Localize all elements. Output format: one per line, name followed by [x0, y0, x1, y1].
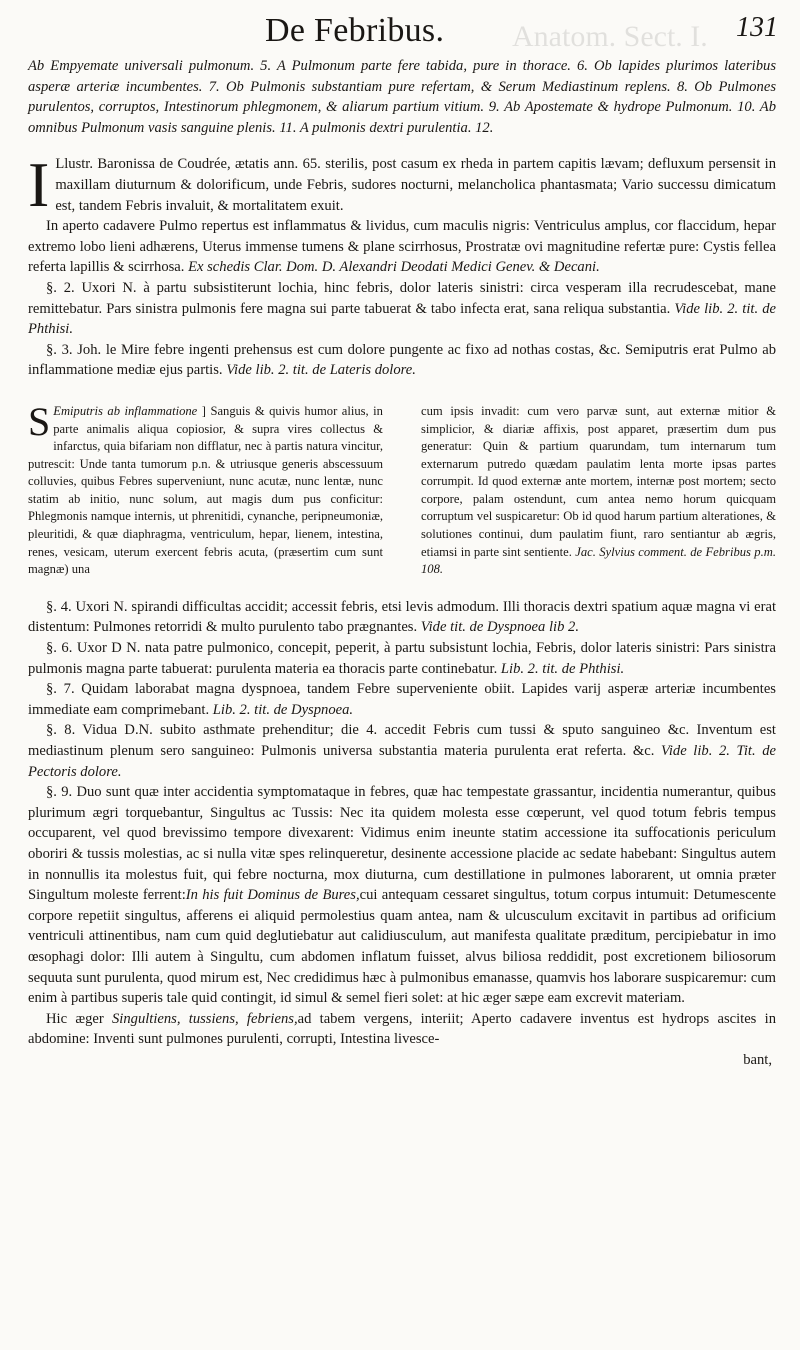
observation-1-text: Llustr. Baronissa de Coudrée, ætatis ann. 65. sterilis, post casum ex rheda in partem capitis lævam; defluxum persensit in maxillam diuturnum & dolorificum, unde Febris, sudores nocturni, melancholica phantasmata; Vario successu dimicatum est, tandem Febris invaluit, & mortalitatem exuit. — [55, 156, 776, 214]
section-9-text-cont: cui antequam cessaret singultus, totum corpus intumuit: Detumescente corpore repetiit singultus, afferens ei aliquid permolestius quam antea, nam & ulcusculum excitavit in partibus ad orificium ventriculi attinentibus, nam cum quid deglutiebatur aut calidiusculum, aut manifesta qualitate præditum, percipiebatur in imo œsophagi dolor: Illi autem à Singultu, cum abdomen inflatum fuisset, alvus biliosa reddidit, post excretionem biliosorum sequuta sunt purulenta, quod mirum est, Nec credidimus hæc à pulmonibus emanasse, quamvis hos laborare suspicaremur: cum enim à partibus superis tale quid contingit, id simul & semel fieri solet: at hic æger sæpe eam excrevit materiam. — [28, 887, 777, 1007]
section-2 — [28, 278, 776, 340]
observation-1-autopsy — [28, 216, 776, 278]
section-2-reference: Vide lib. 2. tit. de Phthisi. — [28, 300, 776, 338]
section-4 — [28, 597, 776, 638]
bleed-through-text: Anatom. Sect. I. — [512, 20, 708, 53]
text-body — [28, 56, 776, 1070]
closing-paragraph — [28, 1009, 776, 1050]
section-6-text: §. 6. Uxor D N. nata patre pulmonico, concepit, peperit, à partu subsistunt lochia, Febris, dolor lateris sinistri: Pars sinistra pulmonis magna parte tabuerat: purulenta materia ea thoracis parte continebatur. — [28, 640, 776, 677]
section-7 — [28, 679, 776, 720]
chapter-summary: Ab Empyemate universali pulmonum. 5. A Pulmonum parte fere tabida, pure in thorace. 6. Ob lapides plurimos lateribus asperæ arteriæ incumbentes. 7. Ob Pulmonis substantiam pure refertam, & Serum Mediastinum replens. 8. Ob Pulmones purulentos, corruptos, Intestinorum phlegmonem, & aliarum partium vitium. 9. Ab Apostemate & hydrope Pulmonum. 10. Ab omnibus Pulmonum vasis sanguine plenis. 11. A pulmonis dextri purulentia. 12. — [28, 58, 776, 136]
section-9 — [28, 782, 776, 1009]
section-9-text: §. 9. Duo sunt quæ inter accidentia symptomataque in febres, quæ hac tempestate grassantur, incidentia numerantur, quibus plurimum ægri torquebantur, Singultus ac Tussis: Nec ita quidem molesta esse cœperunt, vel quod totum febris tempus occuparent, vel quod brevissimo tempore divexarent: Vidimus enim ineunte statim accessione ita suffocationis periculum oboriri & tussis molestias, ac si nulla vitæ spes relinqueretur, desinente accessione placide ac sedate habebant: Singultus autem in nonnullis ita molestus fuit, qui febre nocturna, mox diuturna, cum destillatione in pulmones laborarent, ut omnia præter Singultum moleste ferrent: — [28, 784, 776, 904]
source-reference: Ex schedis Clar. Dom. D. Alexandri Deodati Medici Genev. & Decani. — [188, 259, 600, 276]
section-3-text: §. 3. Joh. le Mire febre ingenti prehensus est cum dolore pungente ac fixo ad nothas costas, &c. Semiputris erat Pulmo ab inflammatione mediæ ejus partis. — [28, 341, 776, 379]
section-8-reference: Vide lib. 2. Tit. de Pectoris dolore. — [28, 743, 776, 780]
drop-cap-initial: I — [28, 149, 50, 221]
section-4-reference: Vide tit. de Dyspnoea lib 2. — [420, 619, 579, 636]
section-6-reference: Lib. 2. tit. de Phthisi. — [500, 660, 625, 677]
commentary-right-column — [421, 403, 776, 579]
running-header — [0, 10, 800, 54]
section-9-emphasis: In his fuit Dominus de Bures, — [185, 887, 360, 904]
page-title: De Febribus. — [265, 12, 445, 49]
closing-text: ad tabem vergens, interiit; Aperto cadavere inventus est hydrops ascites in abdomine: Inventi sunt pulmones purulenti, corrupti, Intestina livesce- — [28, 1010, 776, 1048]
commentary-columns — [28, 398, 776, 579]
section-2-text: §. 2. Uxori N. à partu subsistiterunt lochia, hinc febris, dolor lateris sinistri: circa vesperam illa recrudescebat, mane remittebatur. Pars sinistra pulmonis fere magna sui parte tabuerat & tabo infecta erat, sana reliqua substantia. — [28, 279, 776, 317]
page-number: 131 — [736, 12, 778, 43]
section-4-text: §. 4. Uxori N. spirandi difficultas accidit; accessit febris, etsi levis admodum. Illi thoracis dextri spatium aquæ magna vi erat distentum: Pulmones retorridi & multo purulento tabo prægnantes. — [28, 598, 776, 636]
commentary-left-column — [28, 398, 383, 579]
section-6 — [28, 638, 776, 679]
commentary-left-text: ] Sanguis & quivis humor alius, in parte animalis aliqua copiosior, & supra vires collectus & infarctus, quia bifariam non difflatur, nec à partis natura vincitur, putrescit: Unde tanta tumorum p.n. & utriusque generis abscessuum colluvies, quibus Febres superveniunt, nunc acutæ, nunc lentæ, nunc statim ab initio, nunc solum, aut magis dum pus conficitur: Phlegmonis namque internis, ut phrenitidi, cynanche, peripneumoniæ, pleuritidi, & quæ diaphragma, ventriculum, hepar, lienem, intestina, renes, vesicam, uterum exercent febris acuta, (præsertim cum sunt magnæ) una — [28, 403, 383, 577]
closing-emphasis: Singultiens, tussiens, febriens, — [112, 1010, 298, 1027]
section-8-text: §. 8. Vidua D.N. subito asthmate prehenditur; die 4. accedit Febris cum tussi & sputo sanguineo &c. Inventum est mediastinum plenum sero sanguineo: Pulmonis universa substantia materia purulenta erat referta. &c. — [28, 722, 776, 759]
closing-lead: Hic æger — [46, 1010, 104, 1027]
section-3-reference: Vide lib. 2. tit. de Lateris dolore. — [226, 362, 416, 379]
commentary-citation: Jac. Sylvius comment. de Febribus p.m. 108. — [421, 544, 776, 577]
observation-1 — [28, 149, 776, 221]
catchword: bant, — [743, 1051, 772, 1068]
section-8 — [28, 720, 776, 782]
commentary-lemma: Emiputris ab inflammatione — [53, 403, 198, 418]
commentary-right-text: cum ipsis invadit: cum vero parvæ sunt, aut externæ mitior & simplicior, & diariæ affixis, post apparet, præsertim dum pus generatur: Quin & partium quarundam, tum internarum tum externarum putredo quædam paulatim lenta morte ipsas partes corrumpit. Id quod externæ ante mortem, internæ post mortem; secto corpore, palam ostendunt, cum antea nemo horum quicquam corruptum vel suspicaretur: Ob id quod harum partium alterationes, & solutiones continui, dum paulatim fiunt, raro sentiantur ab ægris, etiamsi in parte sint sentiente. — [421, 403, 776, 559]
commentary-drop-cap: S — [28, 398, 51, 444]
autopsy-text: In aperto cadavere Pulmo repertus est inflammatus & lividus, cum maculis nigris: Ventriculus amplus, cor flaccidum, hepar extremo lobo lieni adhærens, Uterus immense tumens & plane scirrhosus, Prostratæ ovi magnitudine refertæ pure: Cystis fellea referta lapillis & scirrhosa. — [28, 218, 776, 276]
section-7-reference: Lib. 2. tit. de Dyspnoea. — [212, 701, 354, 718]
section-7-text: §. 7. Quidam laborabat magna dyspnoea, tandem Febre superveniente obiit. Lapides varij asperæ arteriæ incumbentes immediate eam comprimebant. — [28, 681, 776, 718]
section-3 — [28, 340, 776, 381]
